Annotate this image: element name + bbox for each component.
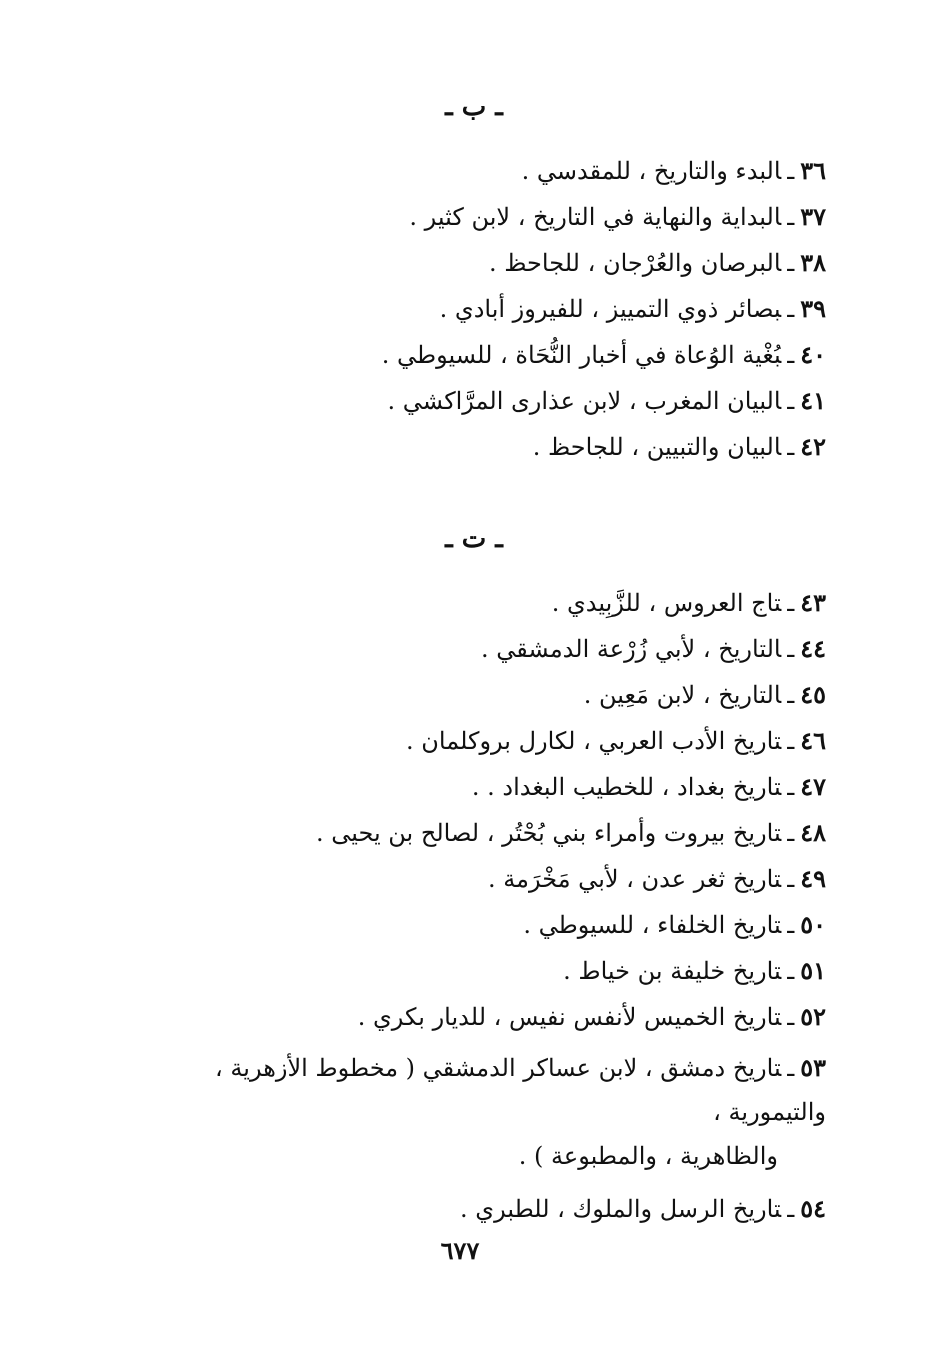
entry-dash: ـ — [787, 203, 795, 231]
entry-text: البيان والتبيين ، للجاحظ . — [532, 433, 782, 461]
list-item — [110, 718, 826, 764]
entry-dash: ـ — [787, 1054, 795, 1082]
entry-number: ٥٠ — [800, 910, 826, 939]
list-item — [110, 994, 826, 1040]
entry-number: ٤٤ — [800, 634, 826, 663]
list-item — [110, 240, 826, 286]
list-item — [110, 1040, 826, 1186]
entry-dash: ـ — [787, 589, 795, 617]
list-item — [110, 286, 826, 332]
entry-text: تاريخ ثغر عدن ، لأبي مَخْرَمة . — [487, 865, 782, 893]
entry-text: تاريخ الخلفاء ، للسيوطي . — [523, 911, 782, 939]
entry-dash: ـ — [787, 433, 795, 461]
list-item — [110, 148, 826, 194]
entry-number: ٤١ — [800, 386, 826, 415]
entry-number: ٤٢ — [800, 432, 826, 461]
entry-text: البدء والتاريخ ، للمقدسي . — [521, 157, 782, 185]
list-item — [110, 810, 826, 856]
entry-number: ٥١ — [800, 956, 826, 985]
entry-dash: ـ — [787, 249, 795, 277]
list-item — [110, 764, 826, 810]
list-item — [110, 672, 826, 718]
entry-dash: ـ — [787, 957, 795, 985]
entry-number: ٤٩ — [800, 864, 826, 893]
entry-number: ٤٠ — [800, 340, 826, 369]
list-item — [110, 856, 826, 902]
list-item — [110, 332, 826, 378]
entry-dash: ـ — [787, 865, 795, 893]
section-header-ta: ـ ت ـ — [445, 524, 503, 554]
entry-dash: ـ — [787, 157, 795, 185]
entry-dash: ـ — [787, 681, 795, 709]
list-item — [110, 948, 826, 994]
references-list-ta — [110, 580, 826, 1232]
list-item — [110, 378, 826, 424]
entry-text: تاريخ بغداد ، للخطيب البغداد . . — [471, 773, 782, 801]
entry-text: تاريخ بيروت وأمراء بني بُحْتُر ، لصالح بن يحيى . — [315, 819, 782, 847]
entry-dash: ـ — [787, 1003, 795, 1031]
entry-dash: ـ — [787, 773, 795, 801]
entry-number: ٣٩ — [800, 294, 826, 323]
entry-number: ٣٧ — [800, 202, 826, 231]
entry-text: تاريخ الرسل والملوك ، للطبري . — [460, 1195, 782, 1223]
list-item — [110, 580, 826, 626]
entry-text: بُغْية الوُعاة في أخبار النُّحَاة ، للسيوطي . — [381, 341, 782, 369]
entry-number: ٤٧ — [800, 772, 826, 801]
entry-number: ٥٣ — [800, 1053, 826, 1082]
entry-number: ٤٦ — [800, 726, 826, 755]
entry-continuation: والظاهرية ، والمطبوعة ) . — [518, 1142, 778, 1170]
entry-number: ٥٢ — [800, 1002, 826, 1031]
entry-text: تاريخ الأدب العربي ، لكارل بروكلمان . — [406, 727, 782, 755]
entry-number: ٤٣ — [800, 588, 826, 617]
entry-text: تاريخ الخميس لأنفس نفيس ، للديار بكري . — [357, 1003, 782, 1031]
list-item — [110, 424, 826, 470]
entry-dash: ـ — [787, 635, 795, 663]
entry-text: التاريخ ، لابن مَعِين . — [583, 681, 782, 709]
entry-text: التاريخ ، لأبي زُرْعة الدمشقي . — [481, 635, 782, 663]
entry-number: ٤٥ — [800, 680, 826, 709]
entry-dash: ـ — [787, 341, 795, 369]
entry-text: تاج العروس ، للزَّبِيدي . — [551, 589, 782, 617]
entry-dash: ـ — [787, 819, 795, 847]
entry-number: ٥٤ — [800, 1194, 826, 1223]
entry-dash: ـ — [787, 295, 795, 323]
entry-dash: ـ — [787, 1195, 795, 1223]
entry-text: البيان المغرب ، لابن عذارى المرَّاكشي . — [387, 387, 782, 415]
section-header-ba: ـ ب ـ — [445, 92, 503, 122]
list-item — [110, 1186, 826, 1232]
entry-text: تاريخ خليفة بن خياط . — [563, 957, 782, 985]
entry-dash: ـ — [787, 727, 795, 755]
list-item — [110, 626, 826, 672]
entry-dash: ـ — [787, 911, 795, 939]
entry-number: ٤٨ — [800, 818, 826, 847]
entry-text: بصائر ذوي التمييز ، للفيروز أبادي . — [439, 295, 782, 323]
entry-number: ٣٨ — [800, 248, 826, 277]
page-number: ٦٧٧ — [440, 1236, 480, 1265]
list-item — [110, 194, 826, 240]
entry-dash: ـ — [787, 387, 795, 415]
entry-text: البرصان والعُرْجان ، للجاحظ . — [489, 249, 782, 277]
entry-text: البداية والنهاية في التاريخ ، لابن كثير . — [409, 203, 782, 231]
list-item — [110, 902, 826, 948]
entry-number: ٣٦ — [800, 156, 826, 185]
entry-text: تاريخ دمشق ، لابن عساكر الدمشقي ( مخطوط الأزهرية ، والتيمورية ، — [215, 1054, 826, 1126]
references-list-ba — [110, 148, 826, 470]
